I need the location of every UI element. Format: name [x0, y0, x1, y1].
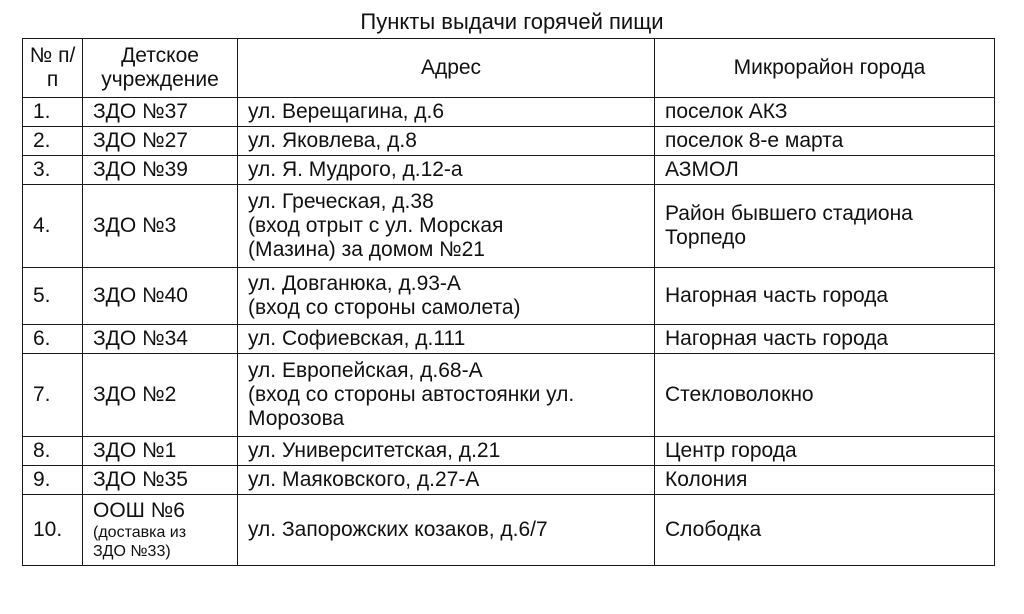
- row-number: 6.: [23, 325, 83, 354]
- institution-note-line: ЗДО №33): [93, 543, 171, 560]
- row-address: [238, 354, 655, 437]
- row-address: [238, 466, 655, 495]
- district-line: Слободка: [665, 518, 762, 541]
- row-district: [655, 185, 995, 268]
- district-line: Район бывшего стадиона: [665, 202, 913, 225]
- row-address: [238, 127, 655, 156]
- address-line: (вход со стороны самолета): [248, 296, 521, 319]
- row-district: [655, 156, 995, 185]
- food-points-table: [22, 38, 995, 566]
- header-number-line1: №: [29, 44, 53, 67]
- address-line: ул. Запорожских козаков, д.6/7: [248, 518, 548, 541]
- row-number: 9.: [23, 466, 83, 495]
- address-line: ул. Греческая, д.38: [248, 190, 434, 213]
- row-institution: ЗДО №1: [83, 437, 238, 466]
- row-number: 10.: [23, 495, 83, 566]
- address-line: ул. Яковлева, д.8: [248, 129, 417, 152]
- row-address: [238, 98, 655, 127]
- district-line: Нагорная часть города: [665, 327, 889, 350]
- address-line: ул. Европейская, д.68-А: [248, 359, 483, 382]
- table-row: [23, 98, 995, 127]
- table-row: [23, 466, 995, 495]
- address-line: (вход отрыт с ул. Морская: [248, 214, 504, 237]
- district-line: Колония: [665, 468, 748, 491]
- row-address: [238, 156, 655, 185]
- district-line: поселок 8-е марта: [665, 129, 844, 152]
- row-institution: ЗДО №37: [83, 98, 238, 127]
- row-district: [655, 354, 995, 437]
- header-address: Адрес: [238, 39, 655, 98]
- row-institution: ЗДО №2: [83, 354, 238, 437]
- address-line: ул. Маяковского, д.27-А: [248, 468, 480, 491]
- row-number: 8.: [23, 437, 83, 466]
- table-row: [23, 354, 995, 437]
- row-district: [655, 495, 995, 566]
- row-address: [238, 268, 655, 325]
- row-institution: ЗДО №40: [83, 268, 238, 325]
- row-institution: ЗДО №27: [83, 127, 238, 156]
- row-district: [655, 325, 995, 354]
- table-row: [23, 268, 995, 325]
- table-row: [23, 156, 995, 185]
- address-line: ул. Университетская, д.21: [248, 439, 501, 462]
- table-header-row: [23, 39, 995, 98]
- row-institution: [83, 495, 238, 566]
- address-line: ул. Я. Мудрого, д.12-а: [248, 158, 463, 181]
- row-number: 2.: [23, 127, 83, 156]
- row-district: [655, 437, 995, 466]
- table-row: [23, 127, 995, 156]
- row-institution: ЗДО №39: [83, 156, 238, 185]
- district-line: поселок АКЗ: [665, 100, 788, 123]
- header-number-line2: п/п: [46, 44, 76, 91]
- address-line: (Мазина) за домом №21: [248, 238, 485, 261]
- row-district: [655, 98, 995, 127]
- row-district: [655, 127, 995, 156]
- district-line: Центр города: [665, 439, 797, 462]
- table-row: [23, 185, 995, 268]
- address-line: ул. Довганюка, д.93-А: [248, 272, 461, 295]
- header-institution: [83, 39, 238, 98]
- row-number: 5.: [23, 268, 83, 325]
- row-number: 4.: [23, 185, 83, 268]
- district-line: Нагорная часть города: [665, 284, 889, 307]
- row-institution: ЗДО №3: [83, 185, 238, 268]
- document-title: Пункты выдачи горячей пищи: [360, 9, 664, 34]
- header-institution-line2: учреждение: [101, 68, 219, 91]
- address-line: ул. Софиевская, д.111: [248, 327, 466, 350]
- row-number: 1.: [23, 98, 83, 127]
- address-line: (вход со стороны автостоянки ул.: [248, 383, 575, 406]
- row-number: 3.: [23, 156, 83, 185]
- address-line: ул. Верещагина, д.6: [248, 100, 445, 123]
- institution-note-line: (доставка из: [93, 524, 187, 541]
- header-number: [23, 39, 83, 98]
- row-address: [238, 495, 655, 566]
- row-institution: ЗДО №34: [83, 325, 238, 354]
- table-row: [23, 325, 995, 354]
- row-institution: ЗДО №35: [83, 466, 238, 495]
- institution-name: ООШ №6: [93, 499, 185, 522]
- row-address: [238, 185, 655, 268]
- row-number: 7.: [23, 354, 83, 437]
- table-row: [23, 495, 995, 566]
- row-district: [655, 268, 995, 325]
- address-line: Морозова: [248, 407, 345, 430]
- table-row: [23, 437, 995, 466]
- row-district: [655, 466, 995, 495]
- header-institution-line1: Детское: [121, 44, 199, 67]
- district-line: Стекловолокно: [665, 383, 814, 406]
- row-address: [238, 325, 655, 354]
- header-district: Микрорайон города: [655, 39, 995, 98]
- district-line: АЗМОЛ: [665, 158, 739, 181]
- district-line: Торпедо: [665, 226, 747, 249]
- row-address: [238, 437, 655, 466]
